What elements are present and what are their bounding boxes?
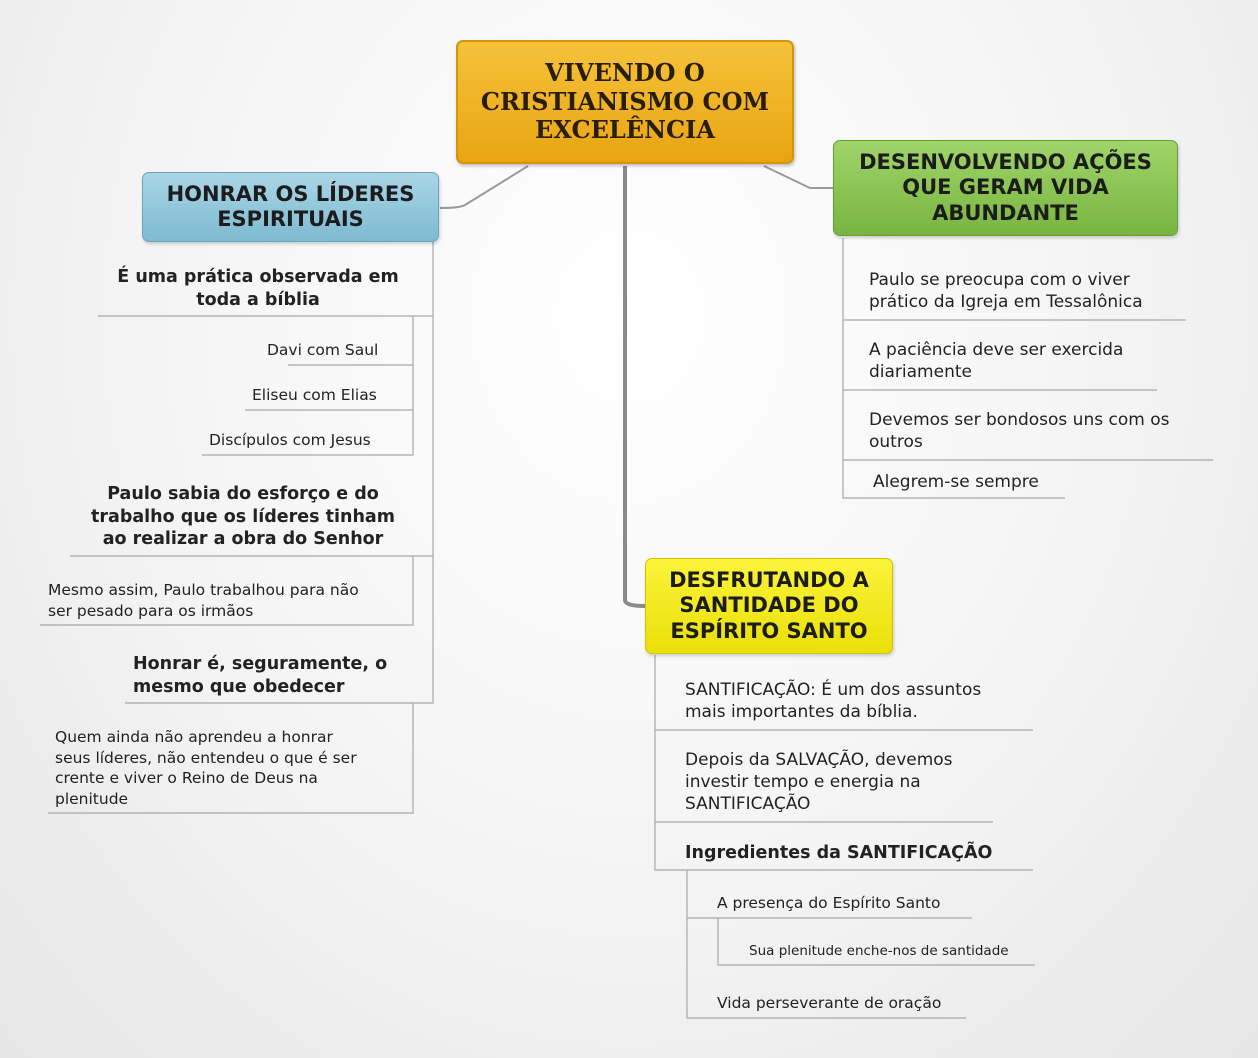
item-paulo-preocupa[interactable]: Paulo se preocupa com o viver prático da Igreja em Tessalônica (869, 270, 1143, 312)
item-eliseu-elias[interactable]: Eliseu com Elias (252, 386, 377, 404)
connector-central-bottom (625, 166, 645, 606)
topic-desfrutando-santidade[interactable]: DESFRUTANDO A SANTIDADE DO ESPÍRITO SANTO (645, 558, 893, 654)
subtopic-pratica-observada[interactable]: É uma prática observada em toda a bíblia (117, 267, 399, 310)
item-mesmo-assim[interactable]: Mesmo assim, Paulo trabalhou para não ser pesado para os irmãos (48, 581, 359, 620)
item-discipulos-jesus[interactable]: Discípulos com Jesus (209, 431, 371, 449)
item-presenca-espirito[interactable]: A presença do Espírito Santo (717, 894, 941, 912)
subtopic-honrar-obedecer[interactable]: Honrar é, seguramente, o mesmo que obedecer (133, 654, 388, 697)
topic-honrar-lideres[interactable]: HONRAR OS LÍDERES ESPIRITUAIS (142, 172, 439, 242)
subtopic-paulo-sabia[interactable]: Paulo sabia do esforço e do trabalho que os líderes tinham ao realizar a obra do Senhor (91, 484, 395, 549)
central-topic[interactable]: VIVENDO O CRISTIANISMO COM EXCELÊNCIA (456, 40, 794, 164)
item-depois-salvacao[interactable]: Depois da SALVAÇÃO, devemos investir tempo e energia na SANTIFICAÇÃO (685, 750, 953, 814)
item-plenitude[interactable]: Sua plenitude enche-nos de santidade (749, 943, 1009, 959)
subtopic-ingredientes[interactable]: Ingredientes da SANTIFICAÇÃO (685, 843, 993, 863)
item-santificacao-assunto[interactable]: SANTIFICAÇÃO: É um dos assuntos mais importantes da bíblia. (685, 680, 982, 722)
item-paciencia[interactable]: A paciência deve ser exercida diariamente (869, 340, 1124, 382)
connector-central-right (764, 166, 833, 188)
topic-desenvolvendo-acoes[interactable]: DESENVOLVENDO AÇÕES QUE GERAM VIDA ABUNDANTE (833, 140, 1178, 236)
connector-central-left (440, 166, 528, 208)
item-bondosos[interactable]: Devemos ser bondosos uns com os outros (869, 410, 1170, 452)
item-quem-ainda[interactable]: Quem ainda não aprendeu a honrar seus líderes, não entendeu o que é ser crente e viver o Reino de Deus na plenitude (55, 728, 357, 808)
item-vida-oracao[interactable]: Vida perseverante de oração (717, 994, 942, 1012)
item-alegrem-se[interactable]: Alegrem-se sempre (873, 472, 1039, 492)
item-davi-saul[interactable]: Davi com Saul (267, 341, 379, 359)
